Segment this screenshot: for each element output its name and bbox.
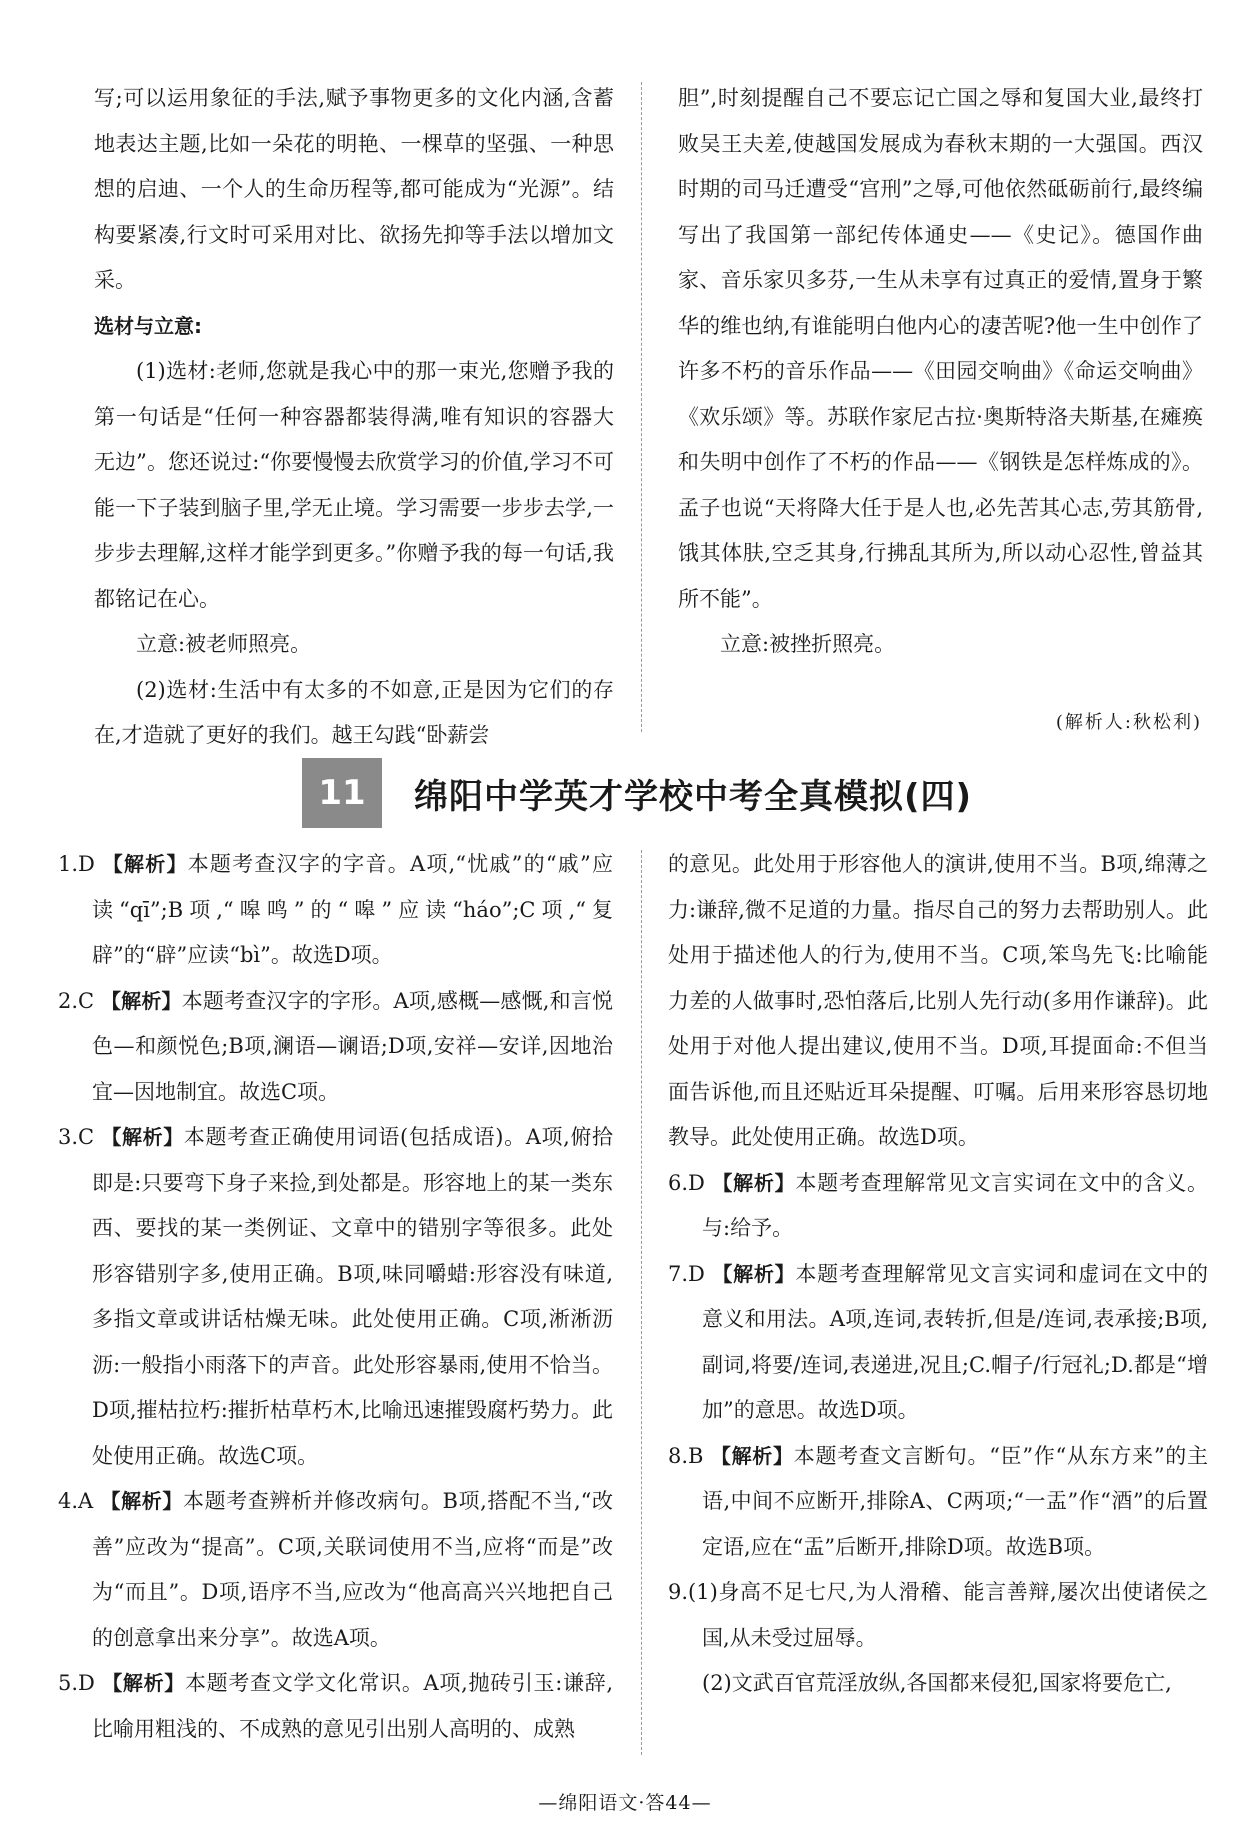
- bottom-right-column: [668, 842, 1208, 1707]
- analysis-tag: 【解析】: [100, 1489, 184, 1513]
- theme-1-paragraph: 立意:被老师照亮。: [136, 632, 312, 656]
- analysis-tag: 【解析】: [102, 852, 188, 876]
- answer-item: [668, 1570, 1208, 1661]
- answer-text: 本题考查理解常见文言实词和虚词在文中的意义和用法。A项,连词,表转折,但是/连词,表承接;B项,副词,将要/连词,表递进,况且;C.帽子/行冠礼;D.都是“增加”的意思。故选D项。: [702, 1261, 1209, 1422]
- essay-guidance-paragraph: 写;可以运用象征的手法,赋予事物更多的文化内涵,含蓄地表达主题,比如一朵花的明艳、一棵草的坚强、一种思想的启迪、一个人的生命历程等,都可能成为“光源”。结构要紧凑,行文时可采用对比、欲扬先抑等手法以增加文采。: [94, 86, 614, 292]
- analysis-tag: 【解析】: [710, 1443, 794, 1468]
- answer-number: 6.D: [668, 1170, 705, 1195]
- answer-text: (1)身高不足七尺,为人滑稽、能言善辩,屡次出使诸侯之国,从未受过屈辱。: [688, 1580, 1208, 1650]
- answer-item: [58, 842, 613, 979]
- answer-text: 本题考查正确使用词语(包括成语)。A项,俯拾即是:只要弯下身子来捡,到处都是。形容地上的某一类东西、要找的某一类例证、文章中的错别字等很多。此处形容错别字多,使用正确。B项,味同嚼蜡:形容没有味道,多指文章或讲话枯燥无味。此处使用正确。C项,淅淅沥沥:一般指小雨落下的声音。此处形容暴雨,使用不恰当。D项,摧枯拉朽:摧折枯草朽木,比喻迅速摧毁腐朽势力。此处使用正确。故选C项。: [92, 1125, 613, 1468]
- answer-number: 7.D: [668, 1261, 705, 1286]
- material-2-paragraph: (2)选材:生活中有太多的不如意,正是因为它们的存在,才造就了更好的我们。越王勾践“卧薪尝: [94, 677, 614, 747]
- analyst-credit: (解析人:秋松利): [1055, 712, 1202, 733]
- analysis-tag: 【解析】: [100, 988, 182, 1013]
- answer-text: 本题考查辨析并修改病句。B项,搭配不当,“改善”应改为“提高”。C项,关联词使用不当,应将“而是”改为“而且”。D项,语序不当,应改为“他高高兴兴地把自己的创意拿出来分享”。故选A项。: [92, 1489, 613, 1650]
- section-title: 绵阳中学英才学校中考全真模拟(四): [414, 776, 973, 817]
- answer-number: 2.C: [58, 988, 95, 1013]
- answer-continuation: [668, 842, 1208, 1161]
- material-1-paragraph: (1)选材:老师,您就是我心中的那一束光,您赠予我的第一句话是“任何一种容器都装得满,唯有知识的容器大无边”。您还说过:“你要慢慢去欣赏学习的价值,学习不可能一下子装到脑子里,学无止境。学习需要一步步去学,一步步去理解,这样才能学到更多。”你赠予我的每一句话,我都铭记在心。: [94, 359, 614, 611]
- page-footer: —绵阳语文·答44—: [538, 1792, 712, 1814]
- section-number-badge: 11: [302, 758, 382, 828]
- answer-text: 本题考查汉字的字音。A项,“忧戚”的“戚”应读“qī”;B项,“嗥鸣”的“嗥”应读“háo”;C项,“复辟”的“辟”应读“bì”。故选D项。: [92, 852, 613, 967]
- bottom-left-column: [58, 842, 613, 1752]
- column-divider-bottom: [641, 850, 642, 1755]
- answer-item: [668, 1252, 1208, 1434]
- analysis-tag: 【解析】: [712, 1170, 796, 1195]
- answer-number: 8.B: [668, 1443, 704, 1468]
- answer-text: 本题考查汉字的字形。A项,感概—感慨,和言悦色—和颜悦色;B项,澜语—谰语;D项,安祥—安详,因地治宜—因地制宜。故选C项。: [92, 988, 614, 1104]
- material-heading: 选材与立意:: [94, 313, 202, 338]
- answer-text: 本题考查理解常见文言实词在文中的含义。与:给予。: [702, 1170, 1209, 1240]
- answer-number: 5.D: [58, 1671, 95, 1695]
- analysis-tag: 【解析】: [102, 1671, 185, 1695]
- top-right-column: [678, 76, 1203, 668]
- analysis-tag: 【解析】: [101, 1125, 184, 1149]
- answer-item: [58, 1115, 613, 1479]
- analysis-tag: 【解析】: [712, 1261, 796, 1286]
- section-header: [302, 758, 972, 828]
- top-left-column: [94, 76, 614, 759]
- answer-text: (2)文武百官荒淫放纵,各国都来侵犯,国家将要危亡,: [702, 1671, 1172, 1695]
- answer-item: [58, 1479, 613, 1661]
- column-divider-top: [641, 82, 642, 732]
- answer-subitem: [668, 1661, 1208, 1707]
- answer-number: 1.D: [58, 852, 95, 876]
- answer-number: 4.A: [58, 1489, 94, 1513]
- answer-number: 9.: [668, 1580, 689, 1604]
- answer-item: [668, 1434, 1208, 1571]
- answer-text: 的意见。此处用于形容他人的演讲,使用不当。B项,绵薄之力:谦辞,微不足道的力量。指尽自己的努力去帮助别人。此处用于描述他人的行为,使用不当。C项,笨鸟先飞:比喻能力差的人做事时,恐怕落后,比别人先行动(多用作谦辞)。此处用于对他人提出建议,使用不当。D项,耳提面命:不但当面告诉他,而且还贴近耳朵提醒、叮嘱。后用来形容恳切地教导。此处使用正确。故选D项。: [668, 852, 1208, 1149]
- theme-2-paragraph: 立意:被挫折照亮。: [720, 632, 896, 656]
- answer-text: 本题考查文学文化常识。A项,抛砖引玉:谦辞,比喻用粗浅的、不成熟的意见引出别人高明的、成熟: [92, 1671, 614, 1741]
- answer-item: [58, 979, 613, 1116]
- answer-text: 本题考查文言断句。“臣”作“从东方来”的主语,中间不应断开,排除A、C两项;“一盂”作“酒”的后置定语,应在“盂”后断开,排除D项。故选B项。: [702, 1443, 1209, 1559]
- answer-number: 3.C: [58, 1125, 95, 1149]
- answer-item: [58, 1661, 613, 1752]
- answer-item: [668, 1161, 1208, 1252]
- material-2-continued-paragraph: 胆”,时刻提醒自己不要忘记亡国之辱和复国大业,最终打败吴王夫差,使越国发展成为春秋末期的一大强国。西汉时期的司马迁遭受“宫刑”之辱,可他依然砥砺前行,最终编写出了我国第一部纪传体通史——《史记》。德国作曲家、音乐家贝多芬,一生从未享有过真正的爱情,置身于繁华的维也纳,有谁能明白他内心的凄苦呢?他一生中创作了许多不朽的音乐作品——《田园交响曲》《命运交响曲》《欢乐颂》等。苏联作家尼古拉·奥斯特洛夫斯基,在瘫痪和失明中创作了不朽的作品——《钢铁是怎样炼成的》。孟子也说“天将降大任于是人也,必先苦其心志,劳其筋骨,饿其体肤,空乏其身,行拂乱其所为,所以动心忍性,曾益其所不能”。: [678, 86, 1203, 611]
